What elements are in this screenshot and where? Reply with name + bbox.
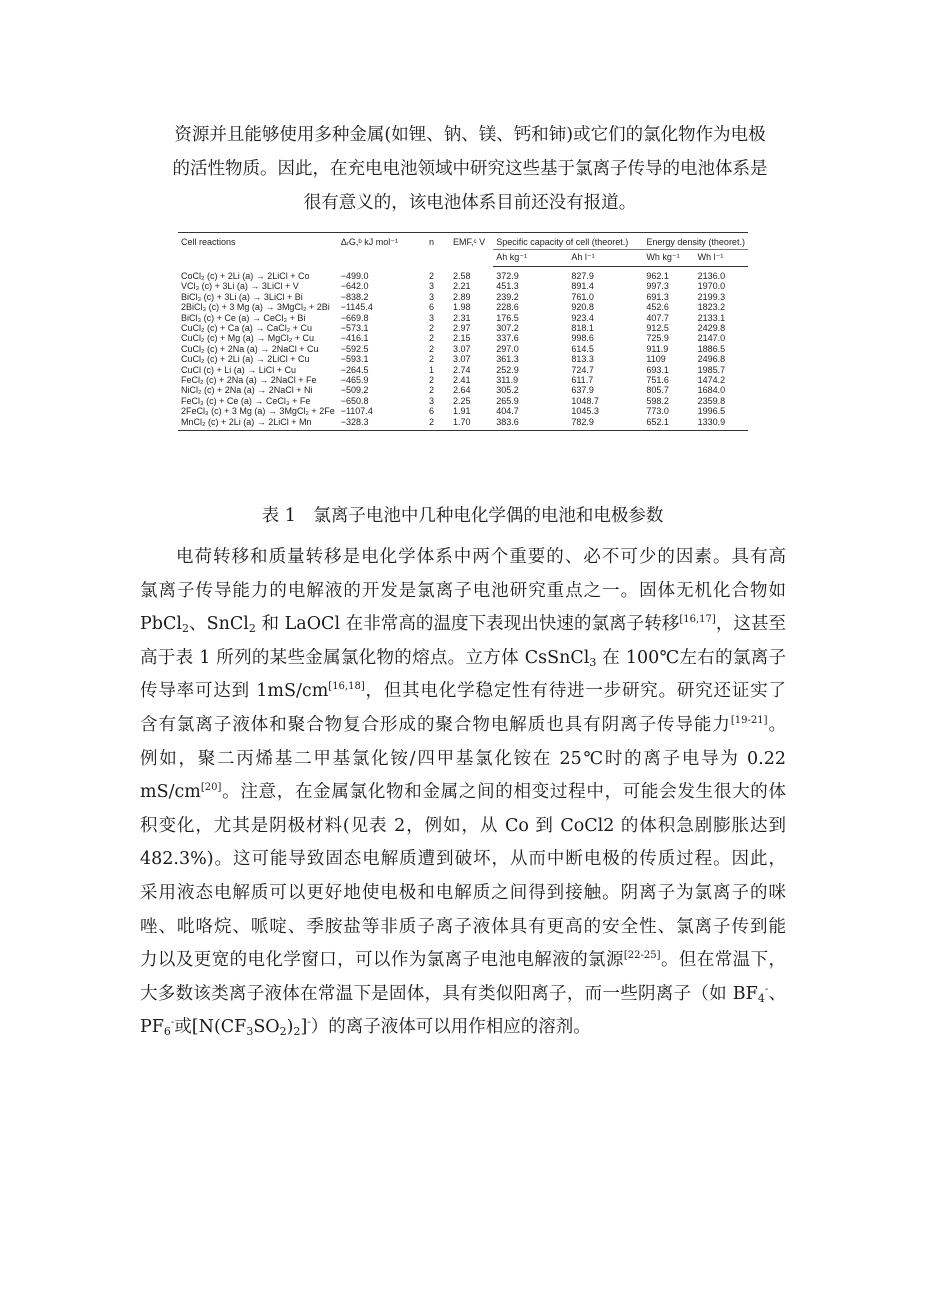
table-row: [178, 385, 748, 395]
cell-gibbs: −328.3: [338, 417, 426, 431]
cell-wh-l: 1970.0: [697, 281, 726, 292]
text: 积变化，尤其是阴极材料(见表 2，例如，从 Co 到 CoCl2 的体积急剧膨胀达到: [140, 815, 786, 836]
text: 传导率可达到 1mS/cm: [140, 681, 329, 702]
superscript: -: [170, 1017, 175, 1029]
body-line: [140, 911, 786, 945]
text: 高于表 1 所列的某些金属氯化物的熔点。立方体 CsSnCl: [140, 647, 590, 668]
cell-reaction: FeCl₂ (c) + 2Na (a) → 2NaCl + Fe: [181, 375, 317, 386]
cell-ah-kg: 239.2: [496, 291, 519, 302]
cell-wh-l: 2199.3: [697, 291, 726, 302]
table-row: [178, 323, 748, 333]
text: 唑、吡咯烷、哌啶、季胺盐等非质子离子液体具有更高的安全性、氯离子传到能: [140, 916, 786, 937]
cell-n: 6: [428, 406, 434, 417]
subscript: 2: [293, 1025, 301, 1039]
cell-gibbs: −416.1: [340, 333, 369, 344]
cell-emf: 1.91: [452, 406, 471, 417]
cell-reaction: VCl₃ (c) + 3Li (a) → 3LiCl + V: [181, 281, 299, 292]
text: 。: [767, 714, 787, 735]
cell-wh-kg: 407.7: [646, 312, 669, 323]
cell-emf: 3.07: [452, 354, 471, 365]
cell-ah-l: 1048.7: [571, 395, 599, 406]
cell-ah-l: 813.3: [571, 354, 594, 365]
cell-wh-kg: 691.3: [646, 291, 669, 302]
cell-gibbs: −593.1: [340, 354, 369, 365]
table-row: [178, 292, 748, 302]
text: 电荷转移和质量转移是电化学体系中两个重要的、必不可少的因素。具有高: [176, 547, 786, 567]
cell-emf: 2.21: [452, 281, 471, 292]
cell-wh-kg: 962.1: [646, 271, 669, 281]
cell-reaction: FeCl₃ (c) + Ce (a) → CeCl₃ + Fe: [181, 395, 311, 406]
cell-gibbs: −650.8: [340, 395, 369, 406]
cell-wh-kg: 912.5: [646, 323, 669, 334]
cell-wh-l: 2429.8: [697, 323, 726, 334]
cell-n: 2: [428, 333, 434, 344]
header-cell-reactions: Cell reactions: [178, 233, 338, 267]
cell-ah-l: 827.9: [571, 271, 594, 281]
cell-emf: 1.70: [450, 417, 493, 431]
cell-wh-l: 1985.7: [697, 364, 726, 375]
text: 。但在常温下，: [660, 950, 787, 971]
cell-ah-kg: 265.9: [496, 395, 519, 406]
subscript: 2: [279, 1025, 287, 1039]
cell-wh-l: 2496.8: [697, 354, 726, 365]
body-line: [140, 675, 786, 709]
cell-wh-kg: 751.6: [646, 375, 669, 386]
text: 、: [768, 983, 786, 1004]
cell-wh-l: 2359.8: [697, 395, 726, 406]
body-line: [140, 843, 786, 877]
text: ，这甚至: [715, 614, 787, 635]
cell-wh-kg: 997.3: [646, 281, 669, 292]
cell-gibbs: −1145.4: [340, 302, 373, 313]
cell-emf: 2.31: [452, 312, 471, 323]
superscript: -: [307, 1017, 311, 1029]
subscript: 2: [181, 622, 189, 636]
cell-ah-kg: 252.9: [496, 364, 519, 375]
text: 含有氯离子液体和聚合物复合形成的聚合物电解质也具有阴离子传导能力: [140, 714, 731, 735]
table-row: [178, 354, 748, 364]
text: SO: [253, 1017, 280, 1038]
cell-reaction: CuCl₂ (c) + Mg (a) → MgCl₂ + Cu: [181, 333, 315, 344]
cell-n: 1: [428, 364, 434, 375]
cell-ah-l: 923.4: [571, 312, 594, 323]
text: 和 LaOCl 在非常高的温度下表现出快速的氯离子转移: [255, 614, 680, 635]
cell-n: 3: [428, 395, 434, 406]
cell-wh-l: 2133.1: [697, 312, 726, 323]
subscript: 3: [589, 655, 597, 669]
cell-emf: 2.97: [452, 323, 471, 334]
cell-emf: 2.41: [452, 375, 471, 386]
text: ）的离子液体可以用作相应的溶剂。: [310, 1017, 591, 1038]
body-line: [140, 776, 786, 810]
cell-wh-kg: 805.7: [646, 385, 669, 396]
cell-wh-kg: 773.0: [646, 406, 669, 417]
cell-reaction: CuCl₂ (c) + Ca (a) → CaCl₂ + Cu: [181, 323, 313, 334]
cell-reaction: CoCl₂ (c) + 2Li (a) → 2LiCl + Co: [181, 270, 310, 281]
cell-ah-l: 818.1: [571, 323, 594, 334]
cell-n: 3: [428, 281, 434, 292]
intro-line: 的活性物质。因此，在充电电池领域中研究这些基于氯离子传导的电池体系是: [172, 159, 768, 179]
body-line: [140, 575, 786, 609]
table-row: [178, 396, 748, 406]
body-line: [140, 709, 786, 743]
cell-ah-l: 637.9: [571, 385, 594, 396]
subscript: 2: [248, 622, 256, 636]
cell-gibbs: −642.0: [340, 281, 369, 292]
intro-line: 资源并且能够使用多种金属(如锂、钠、镁、钙和铈)或它们的氯化物作为电极: [174, 125, 766, 145]
header-ah-kg: Ah kg⁻¹: [493, 250, 568, 267]
body-line: [140, 978, 786, 1012]
cell-wh-l: 1474.2: [697, 375, 726, 386]
text: ]: [300, 1017, 308, 1038]
table-row: [178, 375, 748, 385]
cell-wh-kg: 1109: [646, 354, 666, 365]
cell-wh-l: 1330.9: [695, 417, 748, 431]
table-row: [178, 365, 748, 375]
cell-n: 3: [428, 312, 434, 323]
table-row: [178, 333, 748, 343]
cell-emf: 2.74: [452, 364, 471, 375]
cell-n: 2: [428, 323, 434, 334]
cell-ah-kg: 311.9: [496, 375, 519, 386]
cell-reaction: 2BiCl₃ (c) + 3 Mg (a) → 3MgCl₂ + 2Bi: [181, 302, 330, 313]
text: 在 100℃左右的氯离子: [596, 647, 786, 668]
cell-n: 2: [428, 385, 434, 396]
cell-gibbs: −509.2: [340, 385, 369, 396]
cell-gibbs: −465.9: [340, 375, 369, 386]
cell-n: 2: [426, 417, 450, 431]
text: 、SnCl: [188, 614, 249, 635]
cell-ah-l: 724.7: [571, 364, 594, 375]
cell-ah-l: 891.4: [571, 281, 594, 292]
header-emf: EMF,ᶜ V: [450, 233, 493, 267]
cell-gibbs: −592.5: [340, 343, 369, 354]
header-wh-l: Wh l⁻¹: [695, 250, 748, 267]
cell-ah-kg: 228.6: [496, 302, 519, 313]
cell-ah-kg: 451.3: [496, 281, 519, 292]
citation: [19-21]: [730, 714, 768, 726]
cell-reaction: 2FeCl₃ (c) + 3 Mg (a) → 3MgCl₂ + 2Fe: [181, 406, 335, 417]
text: 例如，聚二丙烯基二甲基氯化铵/四甲基氯化铵在 25℃时的离子电导为 0.22: [140, 748, 786, 769]
cell-emf: 3.07: [452, 343, 471, 354]
citation: [16,18]: [328, 681, 365, 693]
cell-ah-l: 998.6: [571, 333, 594, 344]
cell-reaction: CuCl₂ (c) + 2Li (a) → 2LiCl + Cu: [181, 354, 310, 365]
cell-parameters-table: [178, 232, 748, 431]
cell-ah-kg: 372.9: [496, 271, 519, 281]
cell-ah-kg: 383.6: [493, 417, 568, 431]
text: 采用液态电解质可以更好地使电极和电解质之间得到接触。阴离子为氯离子的咪: [140, 882, 786, 903]
cell-reaction: NiCl₂ (c) + 2Na (a) → 2NaCl + Ni: [181, 385, 313, 396]
text: 。注意，在金属氯化物和金属之间的相变过程中，可能会发生很大的体: [221, 782, 786, 803]
cell-wh-kg: 452.6: [646, 302, 669, 313]
subscript: 4: [757, 991, 765, 1005]
cell-ah-kg: 404.7: [496, 406, 519, 417]
text: 482.3%)。这可能导致固态电解质遭到破坏，从而中断电极的传质过程。因此，: [140, 849, 786, 870]
superscript: -: [764, 983, 769, 995]
cell-wh-l: 1996.5: [697, 406, 726, 417]
cell-ah-l: 782.9: [568, 417, 643, 431]
intro-paragraph: [140, 118, 800, 220]
cell-n: 2: [428, 354, 434, 365]
header-wh-kg: Wh kg⁻¹: [643, 250, 694, 267]
cell-wh-l: 2136.0: [697, 271, 726, 281]
cell-n: 3: [428, 291, 434, 302]
text: ): [286, 1017, 294, 1038]
text: mS/cm: [140, 782, 201, 803]
cell-emf: 2.25: [452, 395, 471, 406]
body-line: [140, 944, 786, 978]
cell-ah-l: 611.7: [571, 375, 594, 386]
text: 力以及更宽的电化学窗口，可以作为氯离子电池电解液的氯源: [140, 950, 624, 971]
citation: [22-25]: [623, 950, 661, 962]
cell-gibbs: −264.5: [340, 364, 369, 375]
body-line: [140, 1011, 786, 1045]
cell-wh-l: 1684.0: [697, 385, 726, 396]
cell-reaction: MnCl₂ (c) + 2Li (a) → 2LiCl + Mn: [178, 417, 338, 431]
cell-gibbs: −573.1: [340, 323, 369, 334]
subscript: 6: [163, 1025, 171, 1039]
body-line: [140, 608, 786, 642]
cell-ah-l: 920.8: [571, 302, 594, 313]
cell-wh-kg: 911.9: [646, 343, 669, 354]
cell-emf: 2.89: [452, 291, 471, 302]
cell-ah-kg: 361.3: [496, 354, 519, 365]
cell-ah-l: 1045.3: [571, 406, 599, 417]
body-paragraph: [140, 541, 786, 1045]
cell-n: 2: [428, 375, 434, 386]
cell-n: 6: [428, 302, 434, 313]
cell-emf: 1.98: [452, 302, 471, 313]
body-line: [140, 642, 786, 676]
header-gibbs-energy: ΔᵣG,ᵇ kJ mol⁻¹: [338, 233, 426, 267]
text: 氯离子传导能力的电解液的开发是氯离子电池研究重点之一。固体无机化合物如: [140, 580, 786, 601]
cell-reaction: CuCl (c) + Li (a) → LiCl + Cu: [181, 364, 297, 375]
text: PbCl: [140, 614, 182, 635]
body-line: [140, 541, 786, 575]
cell-wh-l: 2147.0: [697, 333, 726, 344]
cell-emf: 2.58: [452, 270, 471, 281]
table-row: [178, 344, 748, 354]
cell-wh-kg: 652.1: [643, 417, 694, 431]
intro-line: 很有意义的，该电池体系目前还没有报道。: [303, 193, 637, 213]
cell-ah-kg: 176.5: [496, 312, 519, 323]
cell-wh-l: 1823.2: [697, 302, 726, 313]
cell-gibbs: −838.2: [340, 291, 369, 302]
text: 或[N(CF: [174, 1017, 247, 1038]
cell-wh-kg: 725.9: [646, 333, 669, 344]
cell-wh-l: 1886.5: [697, 343, 726, 354]
header-specific-capacity: Specific capacity of cell (theoret.): [493, 233, 643, 250]
header-energy-density: Energy density (theoret.): [643, 233, 748, 250]
cell-ah-kg: 307.2: [496, 323, 519, 334]
cell-wh-kg: 693.1: [646, 364, 669, 375]
cell-n: 2: [428, 343, 434, 354]
table-row: [178, 417, 748, 431]
cell-reaction: BiCl₃ (c) + Ce (a) → CeCl₃ + Bi: [181, 312, 306, 323]
table-body: [178, 267, 748, 431]
header-n: n: [426, 233, 450, 267]
body-line: [140, 877, 786, 911]
cell-gibbs: −1107.4: [340, 406, 373, 417]
table-row: [178, 406, 748, 416]
table-row: [178, 313, 748, 323]
table-row: [178, 302, 748, 312]
body-line: [140, 743, 786, 777]
cell-emf: 2.15: [452, 333, 471, 344]
cell-reaction: CuCl₂ (c) + 2Na (a) → 2NaCl + Cu: [181, 343, 319, 354]
table-row: [178, 281, 748, 291]
table-row: [178, 267, 748, 282]
cell-ah-kg: 297.0: [496, 343, 519, 354]
subscript: 3: [246, 1025, 254, 1039]
text: 大多数该类离子液体在常温下是固体，具有类似阳离子，而一些阴离子（如 BF: [140, 983, 758, 1004]
text: PF: [140, 1017, 164, 1038]
table-caption: 表 1 氯离子电池中几种电化学偶的电池和电极参数: [261, 506, 664, 526]
cell-gibbs: −669.8: [340, 312, 369, 323]
cell-ah-l: 614.5: [571, 343, 594, 354]
citation: [16,17]: [679, 614, 716, 626]
text: ，但其电化学稳定性有待进一步研究。研究还证实了: [364, 681, 787, 702]
citation: [20]: [200, 782, 222, 794]
cell-ah-kg: 337.6: [496, 333, 519, 344]
body-line: [140, 810, 786, 844]
cell-reaction: BiCl₃ (c) + 3Li (a) → 3LiCl + Bi: [181, 291, 303, 302]
cell-ah-kg: 305.2: [496, 385, 519, 396]
cell-ah-l: 761.0: [571, 291, 594, 302]
cell-gibbs: −499.0: [340, 270, 369, 281]
cell-n: 2: [428, 270, 434, 281]
cell-emf: 2.64: [452, 385, 471, 396]
header-ah-l: Ah l⁻¹: [568, 250, 643, 267]
cell-wh-kg: 598.2: [646, 395, 669, 406]
